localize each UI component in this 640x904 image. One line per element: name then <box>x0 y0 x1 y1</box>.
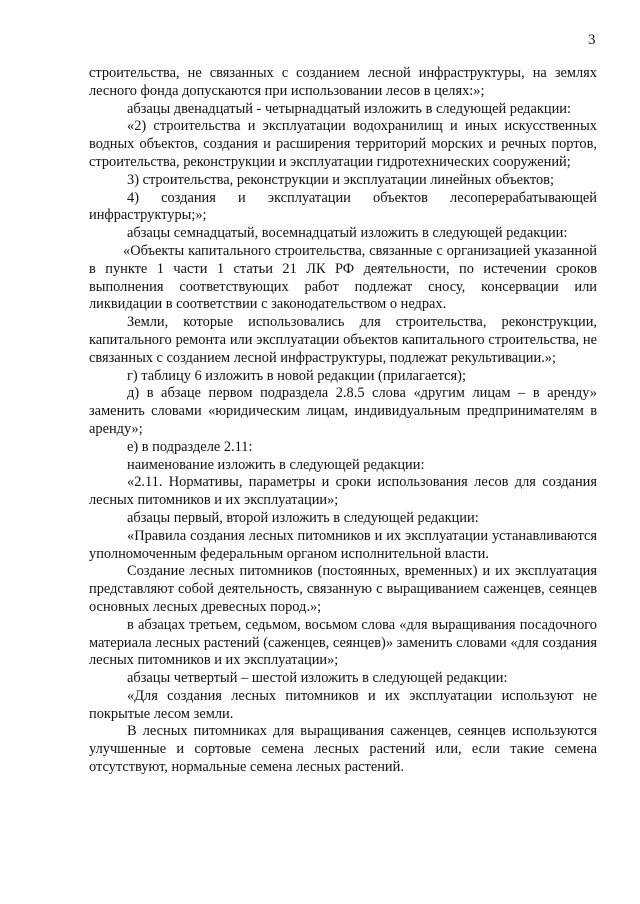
page-number: 3 <box>588 32 596 48</box>
paragraph: «Для создания лесных питомников и их эксплуатации используют не покрытые лесом земли. <box>89 687 597 722</box>
paragraph: абзацы первый, второй изложить в следующей редакции: <box>127 509 479 526</box>
paragraph: е) в подразделе 2.11: <box>127 438 253 455</box>
paragraph: Земли, которые использовались для строительства, реконструкции, капитального ремонта или эксплуатации объектов капитального строительства, не связанных с созданием лесной инфраструктуры, подлежат рекультивации.»; <box>89 314 597 366</box>
paragraph: «2.11. Нормативы, параметры и сроки использования лесов для создания лесных питомников и их эксплуатации»; <box>89 474 597 509</box>
paragraph: в абзацах третьем, седьмом, восьмом слова «для выращивания посадочного материала лесных растений (саженцев, сеянцев)» заменить словами «для создания лесных питомников и их эксплуатации»; <box>89 616 597 669</box>
paragraph: наименование изложить в следующей редакции: <box>127 456 425 473</box>
paragraph: «Правила создания лесных питомников и их эксплуатации устанавливаются уполномоченным федеральным органом исполнительной власти. <box>89 527 597 562</box>
paragraph: 3) строительства, реконструкции и эксплуатации линейных объектов; <box>127 171 554 188</box>
paragraph: абзацы двенадцатый - четырнадцатый изложить в следующей редакции: <box>127 100 571 117</box>
paragraph: 4) создания и эксплуатации объектов лесоперерабатывающей инфраструктуры;»; <box>89 189 597 224</box>
paragraph: «Объекты капитального строительства, связанные с организацией указанной в пункте 1 части 1 статьи 21 ЛК РФ деятельности, по истечении сроков выполнения соответствующих работ подлежат сносу, консервации или ликвидации в соответствии с законодательством о недрах. <box>89 242 597 313</box>
paragraph: д) в абзаце первом подраздела 2.8.5 слова «другим лицам – в аренду» заменить словами «юридическим лицам, индивидуальным предпринимателям в аренду»; <box>89 385 597 437</box>
paragraph: «2) строительства и эксплуатации водохранилищ и иных искусственных водных объектов, создания и расширения территорий морских и речных портов, строительства, реконструкции и эксплуатации гидротехнических сооружений; <box>89 118 597 170</box>
paragraph: строительства, не связанных с созданием лесной инфраструктуры, на землях лесного фонда допускаются при использовании лесов в целях:»; <box>89 65 597 99</box>
paragraph: Создание лесных питомников (постоянных, временных) и их эксплуатация представляют собой деятельность, связанную с выращиванием саженцев, сеянцев основных лесных древесных пород.»; <box>89 563 597 615</box>
paragraph: абзацы четвертый – шестой изложить в следующей редакции: <box>127 670 508 687</box>
paragraph: абзацы семнадцатый, восемнадцатый изложить в следующей редакции: <box>127 225 568 242</box>
paragraph: г) таблицу 6 изложить в новой редакции (прилагается); <box>127 367 466 384</box>
document-body <box>89 65 597 777</box>
paragraph: В лесных питомниках для выращивания саженцев, сеянцев используются улучшенные и сортовые семена лесных растений или, если такие семена отсутствуют, нормальные семена лесных растений. <box>89 723 597 776</box>
